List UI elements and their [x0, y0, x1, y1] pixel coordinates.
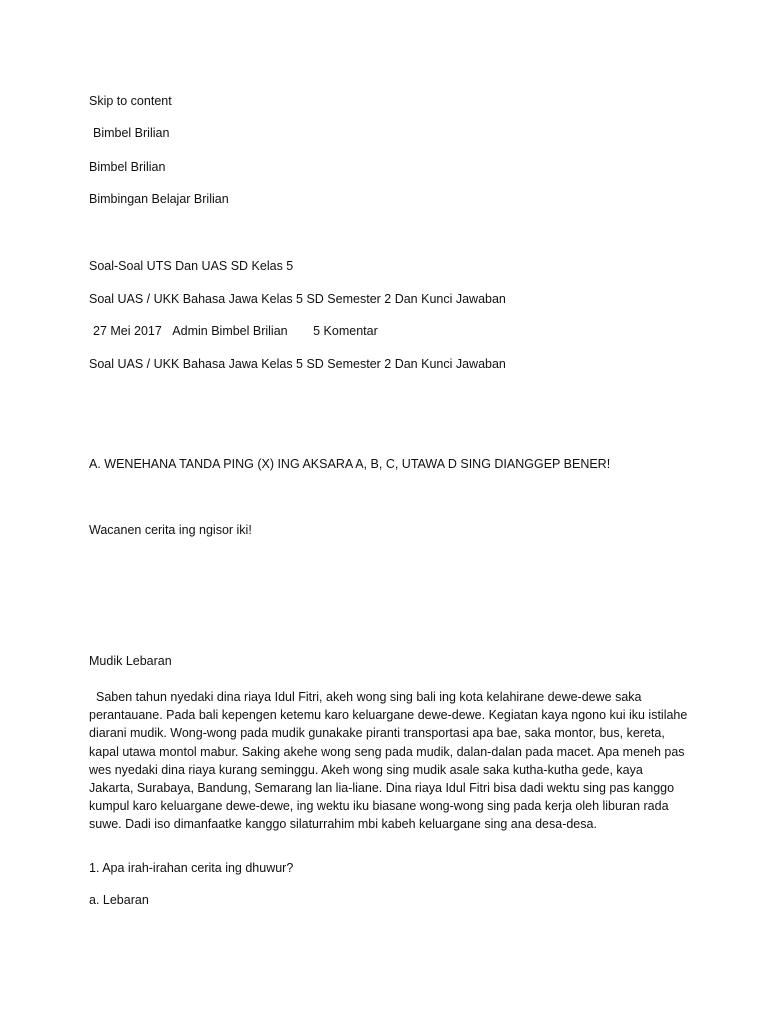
post-comments-link[interactable]: 5 Komentar [313, 324, 378, 338]
reading-instruction: Wacanen cerita ing ngisor iki! [89, 523, 252, 537]
question-1-option-a: a. Lebaran [89, 893, 149, 907]
story-paragraph: Saben tahun nyedaki dina riaya Idul Fitri, akeh wong sing bali ing kota kelahirane dewe-dewe saka perantauane. Pada bali kepengen ketemu karo keluargane dewe-dewe. Kegiatan kaya ngono kui iku istilahe diarani mudik. Wong-wong pada mudik gunakake piranti transportasi apa bae, saka montor, bus, kereta, kapal utawa montol mabur. Saking akehe wong seng pada mudik, dalan-dalan pada macet. Apa meneh pas wes nyedaki dina riaya kurang seminggu. Akeh wong sing mudik asale saka kutha-kutha gede, kaya Jakarta, Surabaya, Bandung, Semarang lan lia-liane. Dina riaya Idul Fitri bisa dadi wektu sing pas kanggo kumpul karo keluargane dewe-dewe, ing wektu iku biasane wong-wong sing pada kerja oleh liburan rada suwe. Dadi iso dimanfaatke kanggo silaturrahim mbi kabeh keluargane sing ana desa-desa. [89, 690, 688, 832]
skip-to-content-link[interactable]: Skip to content [89, 94, 172, 108]
site-logo-text[interactable]: Bimbel Brilian [93, 126, 170, 140]
post-date[interactable]: 27 Mei 2017 [93, 324, 162, 338]
post-meta [93, 324, 378, 338]
site-title[interactable]: Bimbel Brilian [89, 160, 166, 174]
post-heading: Soal UAS / UKK Bahasa Jawa Kelas 5 SD Semester 2 Dan Kunci Jawaban [89, 357, 506, 371]
post-author[interactable]: Admin Bimbel Brilian [172, 324, 288, 338]
post-title: Soal UAS / UKK Bahasa Jawa Kelas 5 SD Semester 2 Dan Kunci Jawaban [89, 292, 506, 306]
breadcrumb[interactable]: Soal-Soal UTS Dan UAS SD Kelas 5 [89, 259, 294, 273]
section-instruction: A. WENEHANA TANDA PING (X) ING AKSARA A, B, C, UTAWA D SING DIANGGEP BENER! [89, 457, 611, 471]
question-1: 1. Apa irah-irahan cerita ing dhuwur? [89, 861, 294, 875]
story-title: Mudik Lebaran [89, 654, 172, 668]
site-tagline: Bimbingan Belajar Brilian [89, 192, 229, 206]
